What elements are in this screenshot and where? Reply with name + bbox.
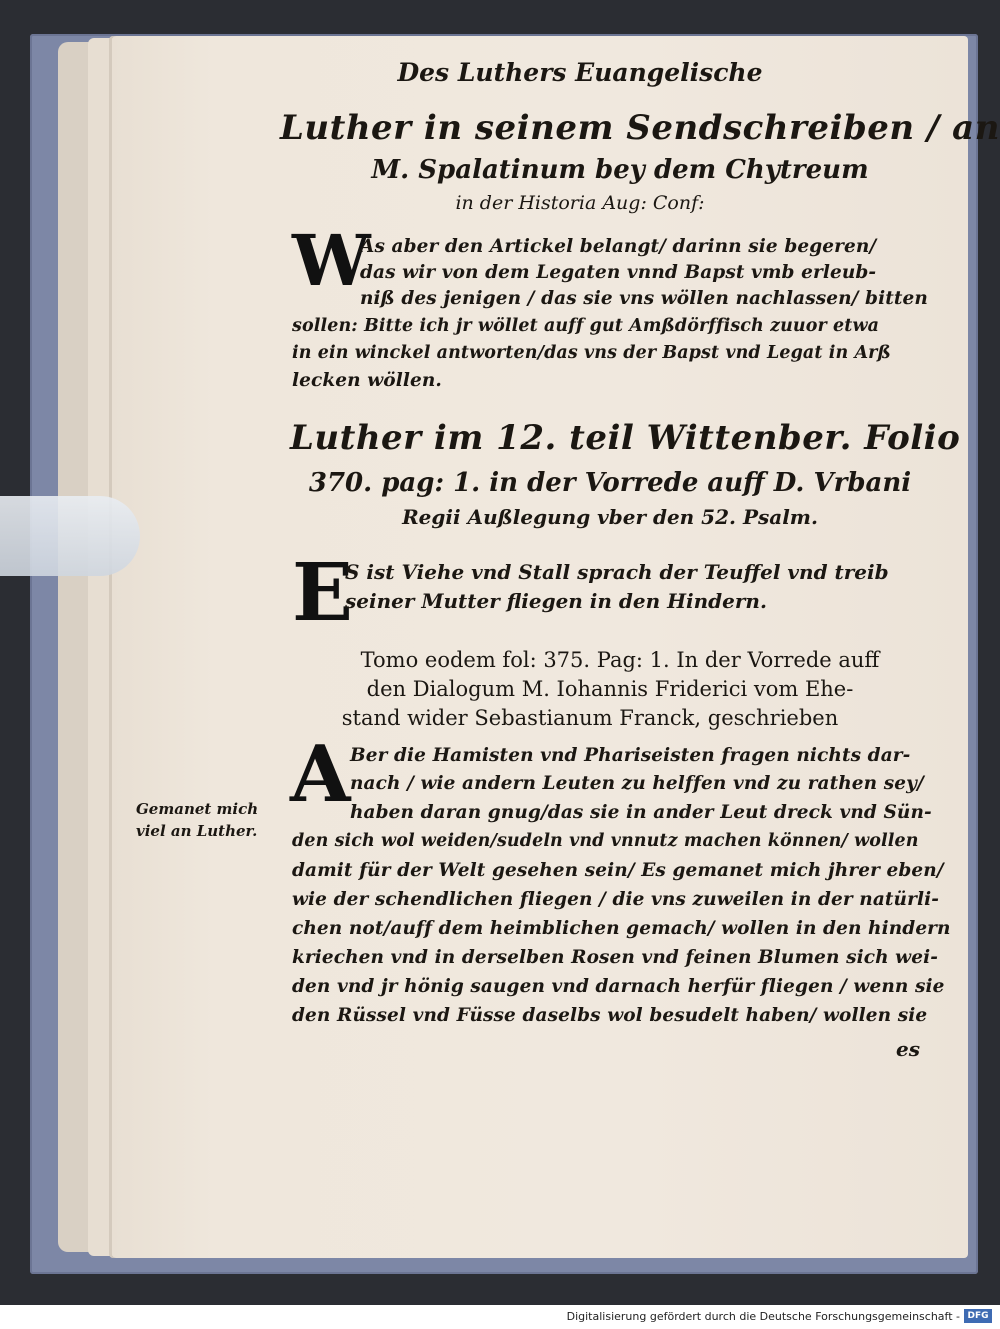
paragraph-2-line-2: seiner Mutter fliegen in den Hindern. (345, 589, 767, 613)
running-title: Des Luthers Euangelische (397, 58, 763, 87)
paragraph-1-line-2: das wir von dem Legaten vnnd Bapst vmb erleub- (360, 262, 877, 283)
heading-2-line-2: 370. pag: 1. in der Vorrede auff D. Vrbani (308, 468, 912, 498)
footer-credit: Digitalisierung gefördert durch die Deutsche Forschungsgemeinschaft - (566, 1310, 960, 1323)
heading-2-line-1: Luther im 12. teil Wittenber. Folio (290, 418, 961, 458)
heading-1-line-3: in der Historia Aug: Conf: (455, 192, 705, 214)
paragraph-3-line-10: den Rüssel vnd Füsse daselbs wol besudelt haben/ wollen sie (292, 1005, 928, 1026)
drop-cap-a: A (290, 729, 351, 820)
paragraph-1-line-3: niß des jenigen / das sie vns wöllen nachlassen/ bitten (360, 288, 928, 309)
paragraph-3-line-9: den vnd jr hönig saugen vnd darnach herfür fliegen / wenn sie (292, 976, 945, 997)
paragraph-3-line-2: nach / wie andern Leuten zu helffen vnd zu rathen sey/ (350, 773, 924, 794)
paragraph-1-line-4: sollen: Bitte ich jr wöllet auff gut Amßdörffisch zuuor etwa (292, 316, 880, 336)
marginal-note-line-2: viel an Luther. (136, 822, 258, 840)
heading-3-line-2: den Dialogum M. Iohannis Friderici vom Ehe- (366, 677, 854, 701)
heading-3-line-1: Tomo eodem fol: 375. Pag: 1. In der Vorrede auff (360, 648, 880, 672)
plastic-slip (0, 496, 140, 576)
book-page (112, 36, 1000, 1258)
dfg-logo: DFG (964, 1309, 992, 1323)
heading-3-line-3: stand wider Sebastianum Franck, geschrieben (341, 706, 839, 730)
paragraph-1-line-5: in ein winckel antworten/das vns der Bapst vnd Legat in Arß (292, 343, 891, 363)
paragraph-2-line-1: S ist Viehe vnd Stall sprach der Teuffel vnd treib (345, 560, 889, 584)
heading-1-line-2: M. Spalatinum bey dem Chytreum (371, 155, 869, 185)
drop-cap-w: W (292, 219, 371, 302)
catchword: es (896, 1037, 920, 1061)
marginal-note-line-1: Gemanet mich (136, 800, 259, 818)
heading-1-line-1: Luther in seinem Sendschreiben / an (280, 108, 1000, 148)
drop-cap-e: E (292, 545, 353, 639)
heading-2-line-3: Regii Außlegung vber den 52. Psalm. (402, 505, 818, 529)
paragraph-3-line-6: wie der schendlichen fliegen / die vns zuweilen in der natürli- (292, 889, 939, 910)
paragraph-3-line-7: chen not/auff dem heimblichen gemach/ wollen in den hindern (292, 918, 951, 939)
paragraph-1-line-6: lecken wöllen. (292, 370, 442, 391)
paragraph-3-line-1: Ber die Hamisten vnd Phariseisten fragen nichts dar- (350, 745, 911, 766)
paragraph-1-line-1: As aber den Artickel belangt/ darinn sie begeren/ (360, 236, 877, 257)
paragraph-3-line-8: kriechen vnd in derselben Rosen vnd feinen Blumen sich wei- (292, 947, 938, 968)
paragraph-3-line-5: damit für der Welt gesehen sein/ Es gemanet mich jhrer eben/ (292, 860, 944, 881)
footer-bar (0, 1305, 1000, 1329)
paragraph-3-line-4: den sich wol weiden/sudeln vnd vnnutz machen können/ wollen (292, 831, 919, 851)
paragraph-3-line-3: haben daran gnug/das sie in ander Leut dreck vnd Sün- (350, 802, 932, 823)
